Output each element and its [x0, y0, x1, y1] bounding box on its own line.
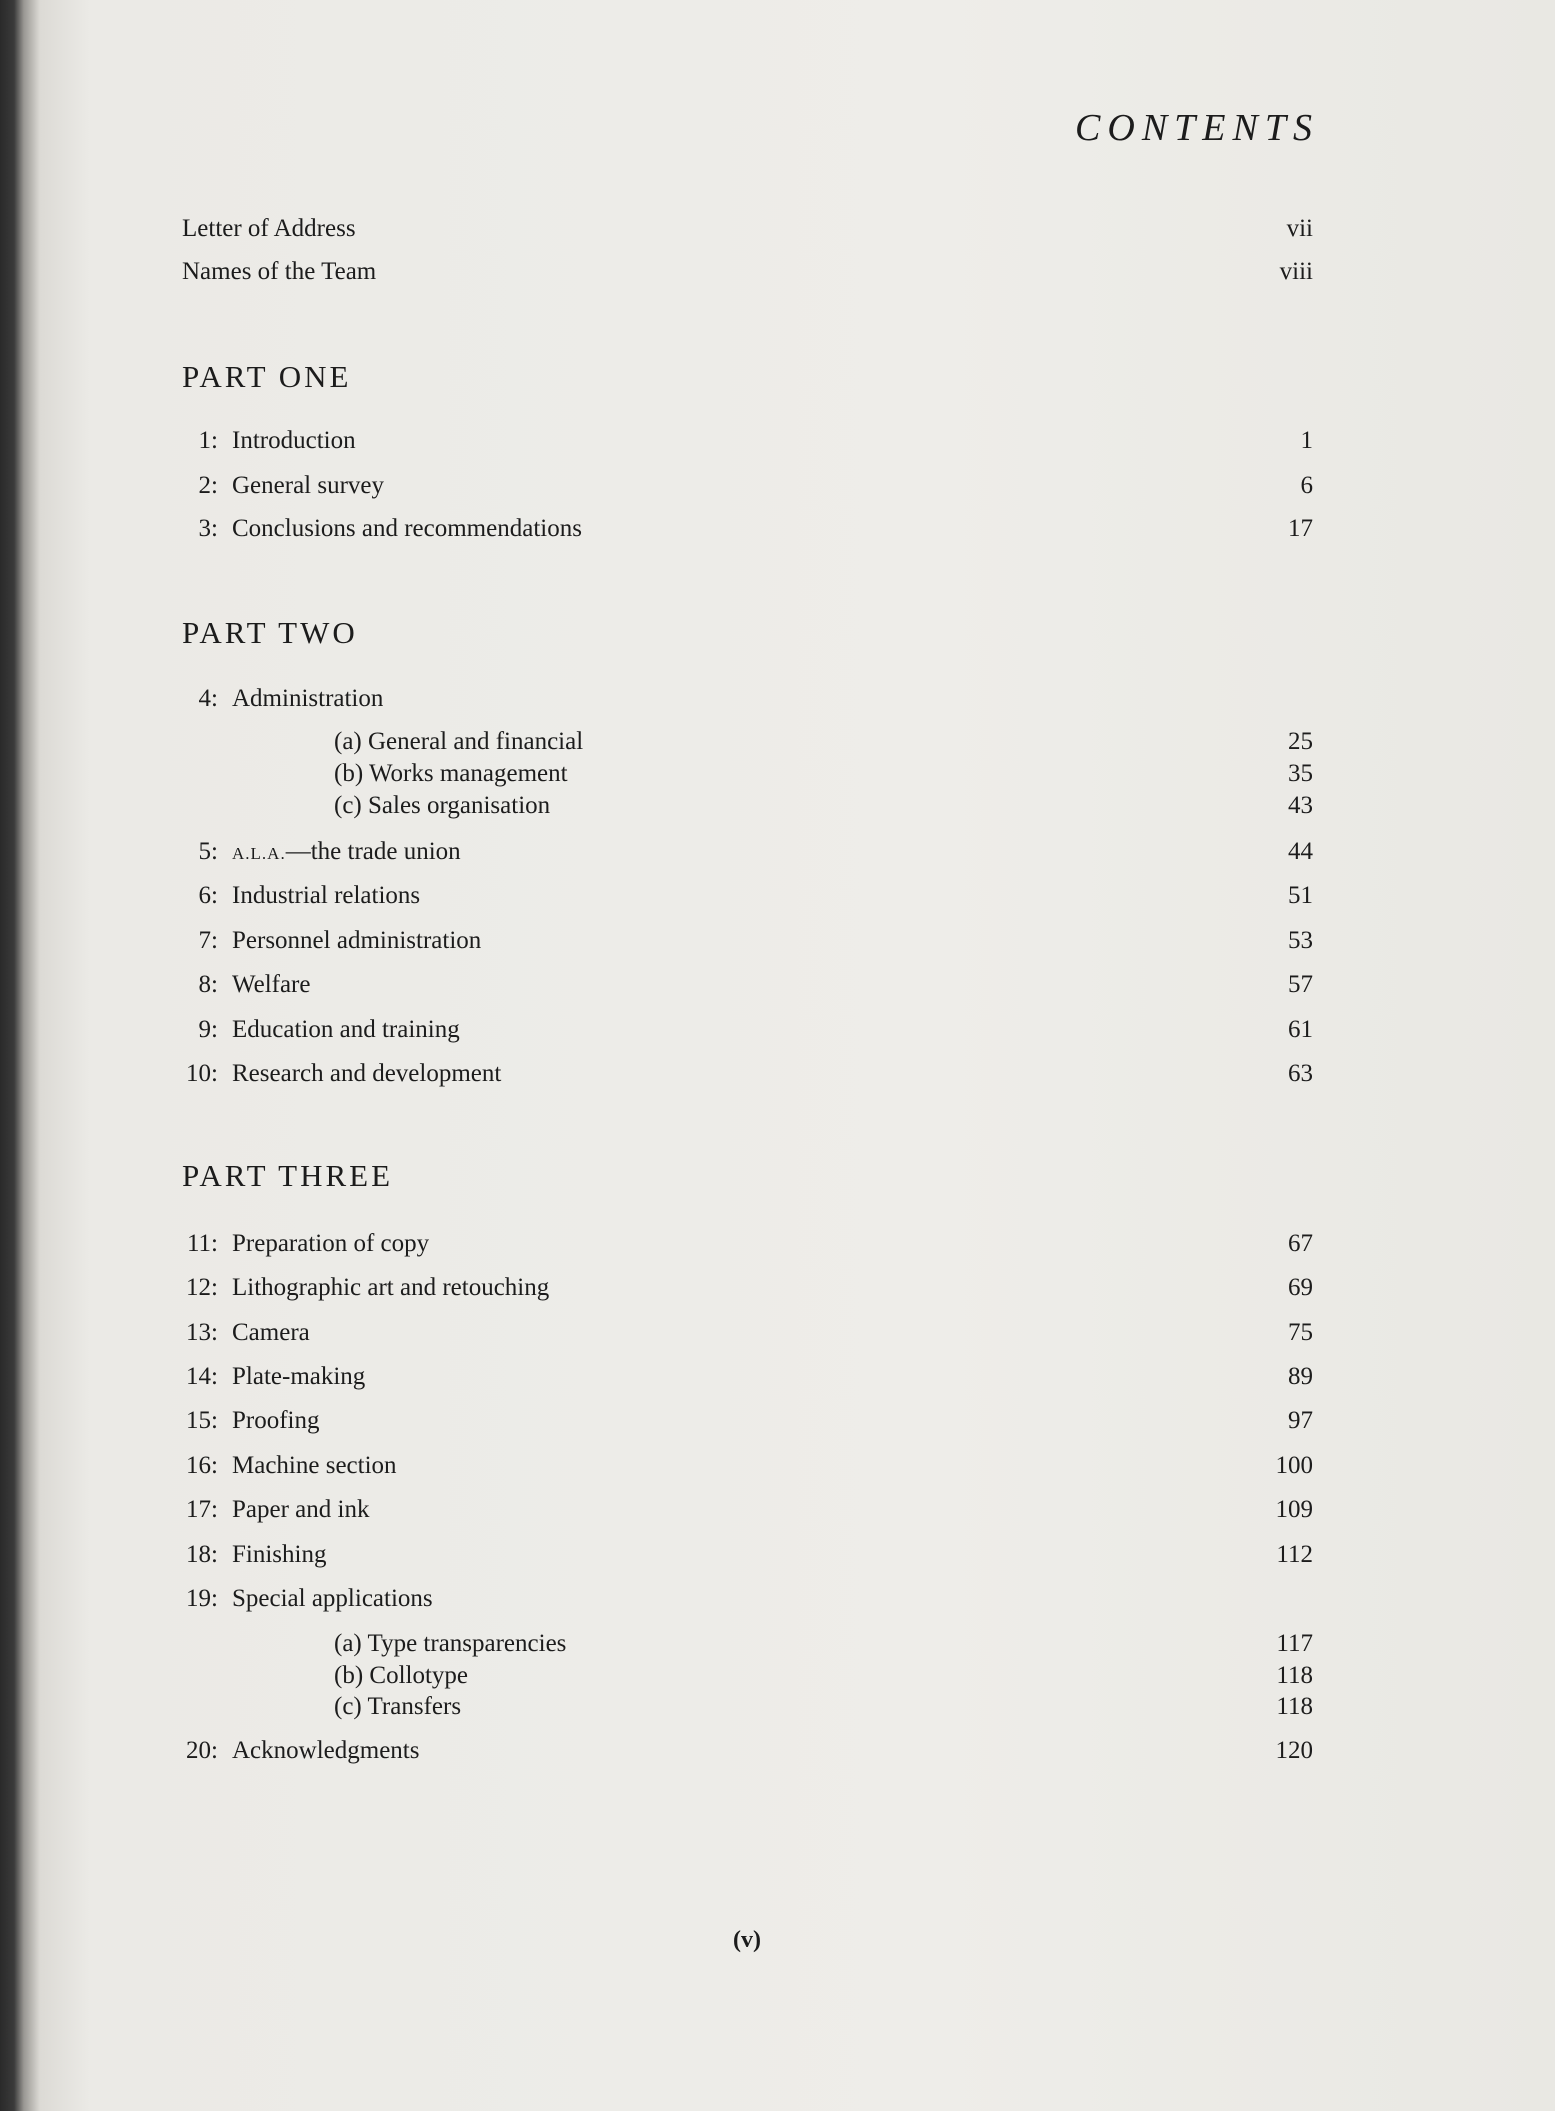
chapter-number: 12: [186, 1274, 218, 1301]
entry-label-smallcaps: A.L.A. [232, 844, 286, 863]
toc-entry[interactable] [0, 1736, 1555, 1766]
entry-label-text: Personnel administration [232, 927, 482, 954]
part-heading: PART TWO [182, 615, 358, 650]
entry-label-text: Machine section [232, 1452, 397, 1479]
entry-label-text: (b) Works management [334, 760, 568, 787]
toc-entry[interactable] [0, 1540, 1555, 1570]
chapter-number: 19: [186, 1585, 218, 1612]
entry-label [232, 1015, 460, 1045]
entry-label [334, 1629, 566, 1659]
entry-page: 53 [1288, 927, 1313, 954]
entry-label [232, 881, 420, 911]
entry-page: 97 [1288, 1407, 1313, 1434]
chapter-number: 3: [198, 515, 218, 542]
toc-entry[interactable] [0, 759, 1555, 789]
entry-label-text: (a) Type transparencies [334, 1630, 567, 1657]
entry-page: viii [1279, 258, 1313, 285]
chapter-number: 1: [198, 427, 218, 454]
entry-label: Names of the Team [182, 258, 377, 285]
entry-label-text: Education and training [232, 1016, 460, 1043]
toc-entry[interactable] [0, 1273, 1555, 1303]
entry-label [232, 684, 383, 714]
entry-label [232, 1584, 433, 1614]
entry-label [232, 1406, 320, 1436]
toc-entry[interactable] [0, 1015, 1555, 1045]
entry-label [232, 837, 461, 869]
chapter-number: 20: [186, 1737, 218, 1764]
entry-page: 35 [1288, 760, 1313, 787]
entry-page: 118 [1276, 1693, 1313, 1720]
entry-label [232, 1736, 419, 1766]
chapter-number: 17: [186, 1496, 218, 1523]
chapter-number: 16: [186, 1452, 218, 1479]
entry-label [334, 727, 583, 757]
toc-entry[interactable] [0, 214, 1555, 244]
toc-entry[interactable] [0, 514, 1555, 544]
toc-entry[interactable] [0, 1362, 1555, 1392]
toc-entry[interactable] [0, 1229, 1555, 1259]
chapter-number: 4: [198, 685, 218, 712]
entry-page: 43 [1288, 792, 1313, 819]
entry-page: 69 [1288, 1274, 1313, 1301]
chapter-number: 5: [198, 838, 218, 865]
entry-label-text: Welfare [232, 971, 311, 998]
entry-label-text: Paper and ink [232, 1496, 370, 1523]
entry-label [334, 759, 568, 789]
toc-entry[interactable] [0, 837, 1555, 867]
entry-page: 1 [1300, 427, 1313, 454]
entry-label [232, 1059, 501, 1089]
entry-label-text: Introduction [232, 427, 356, 454]
entry-page: 17 [1288, 515, 1313, 542]
chapter-number: 15: [186, 1407, 218, 1434]
page-number: (v) [733, 1927, 761, 1953]
entry-label [232, 1451, 397, 1481]
entry-label-text: (a) General and financial [334, 728, 584, 755]
entry-page: 120 [1275, 1737, 1313, 1764]
entry-label [232, 514, 582, 544]
toc-entry[interactable] [0, 1629, 1555, 1659]
entry-label [232, 1273, 549, 1303]
entry-label-text: Plate-making [232, 1363, 366, 1390]
part-heading: PART ONE [182, 359, 352, 394]
toc-entry[interactable] [0, 1692, 1555, 1722]
toc-entry[interactable] [0, 426, 1555, 456]
toc-entry[interactable] [0, 1318, 1555, 1348]
entry-label [334, 1692, 461, 1722]
entry-page: 57 [1288, 971, 1313, 998]
entry-page: 100 [1275, 1452, 1313, 1479]
entry-label-text: Administration [232, 685, 384, 712]
chapter-number: 9: [198, 1016, 218, 1043]
chapter-number: 11: [186, 1230, 218, 1257]
page-title: CONTENTS [1075, 107, 1319, 149]
part-heading: PART THREE [182, 1158, 394, 1193]
toc-entry[interactable] [0, 1495, 1555, 1525]
entry-label [232, 970, 310, 1000]
entry-label-text: (c) Sales organisation [334, 792, 551, 819]
entry-page: 63 [1288, 1060, 1313, 1087]
entry-label [232, 426, 356, 456]
entry-label [232, 1318, 310, 1348]
entry-label-text: (b) Collotype [334, 1662, 469, 1689]
entry-page: 75 [1288, 1319, 1313, 1346]
toc-entry[interactable] [0, 926, 1555, 956]
toc-entry[interactable] [0, 970, 1555, 1000]
entry-label-text: Industrial relations [232, 882, 421, 909]
toc-entry[interactable] [0, 727, 1555, 757]
entry-label [232, 1540, 326, 1570]
entry-label-text: Acknowledgments [232, 1737, 420, 1764]
entry-page: 25 [1288, 728, 1313, 755]
entry-page: 67 [1288, 1230, 1313, 1257]
entry-page: 6 [1300, 472, 1313, 499]
chapter-number: 18: [186, 1541, 218, 1568]
entry-label [232, 1229, 429, 1259]
toc-entry[interactable] [0, 881, 1555, 911]
toc-entry[interactable] [0, 1406, 1555, 1436]
entry-label-text: —the trade union [285, 838, 461, 865]
entry-page: 61 [1288, 1016, 1313, 1043]
entry-page: vii [1286, 215, 1313, 242]
toc-entry[interactable] [0, 471, 1555, 501]
entry-label-text: General survey [232, 472, 385, 499]
entry-label-text: Camera [232, 1319, 310, 1346]
toc-entry[interactable] [0, 257, 1555, 287]
chapter-number: 14: [186, 1363, 218, 1390]
chapter-number: 8: [198, 971, 218, 998]
entry-page: 51 [1288, 882, 1313, 909]
chapter-number: 7: [198, 927, 218, 954]
entry-label: Letter of Address [182, 215, 356, 242]
toc-entry[interactable] [0, 1661, 1555, 1691]
entry-label-text: Proofing [232, 1407, 320, 1434]
chapter-number: 13: [186, 1319, 218, 1346]
toc-entry[interactable] [0, 1451, 1555, 1481]
chapter-number: 6: [198, 882, 218, 909]
entry-label-text: (c) Transfers [334, 1693, 462, 1720]
entry-page: 44 [1288, 838, 1313, 865]
entry-page: 112 [1276, 1541, 1313, 1568]
toc-entry[interactable] [0, 1059, 1555, 1089]
entry-label-text: Preparation of copy [232, 1230, 430, 1257]
entry-label [232, 471, 384, 501]
entry-label-text: Conclusions and recommendations [232, 515, 582, 542]
entry-page: 109 [1275, 1496, 1313, 1523]
entry-page: 89 [1288, 1363, 1313, 1390]
chapter-number: 10: [186, 1060, 218, 1087]
toc-entry[interactable] [0, 791, 1555, 821]
entry-label [232, 1362, 365, 1392]
entry-page: 118 [1276, 1662, 1313, 1689]
entry-page: 117 [1276, 1630, 1313, 1657]
toc-entry[interactable] [0, 1584, 1555, 1614]
entry-label-text: Research and development [232, 1060, 502, 1087]
entry-label [334, 1661, 468, 1691]
entry-label [232, 1495, 369, 1525]
toc-entry[interactable] [0, 684, 1555, 714]
entry-label [334, 791, 550, 821]
entry-label [232, 926, 481, 956]
entry-label-text: Finishing [232, 1541, 327, 1568]
entry-label-text: Special applications [232, 1585, 433, 1612]
chapter-number: 2: [198, 472, 218, 499]
entry-label-text: Lithographic art and retouching [232, 1274, 550, 1301]
